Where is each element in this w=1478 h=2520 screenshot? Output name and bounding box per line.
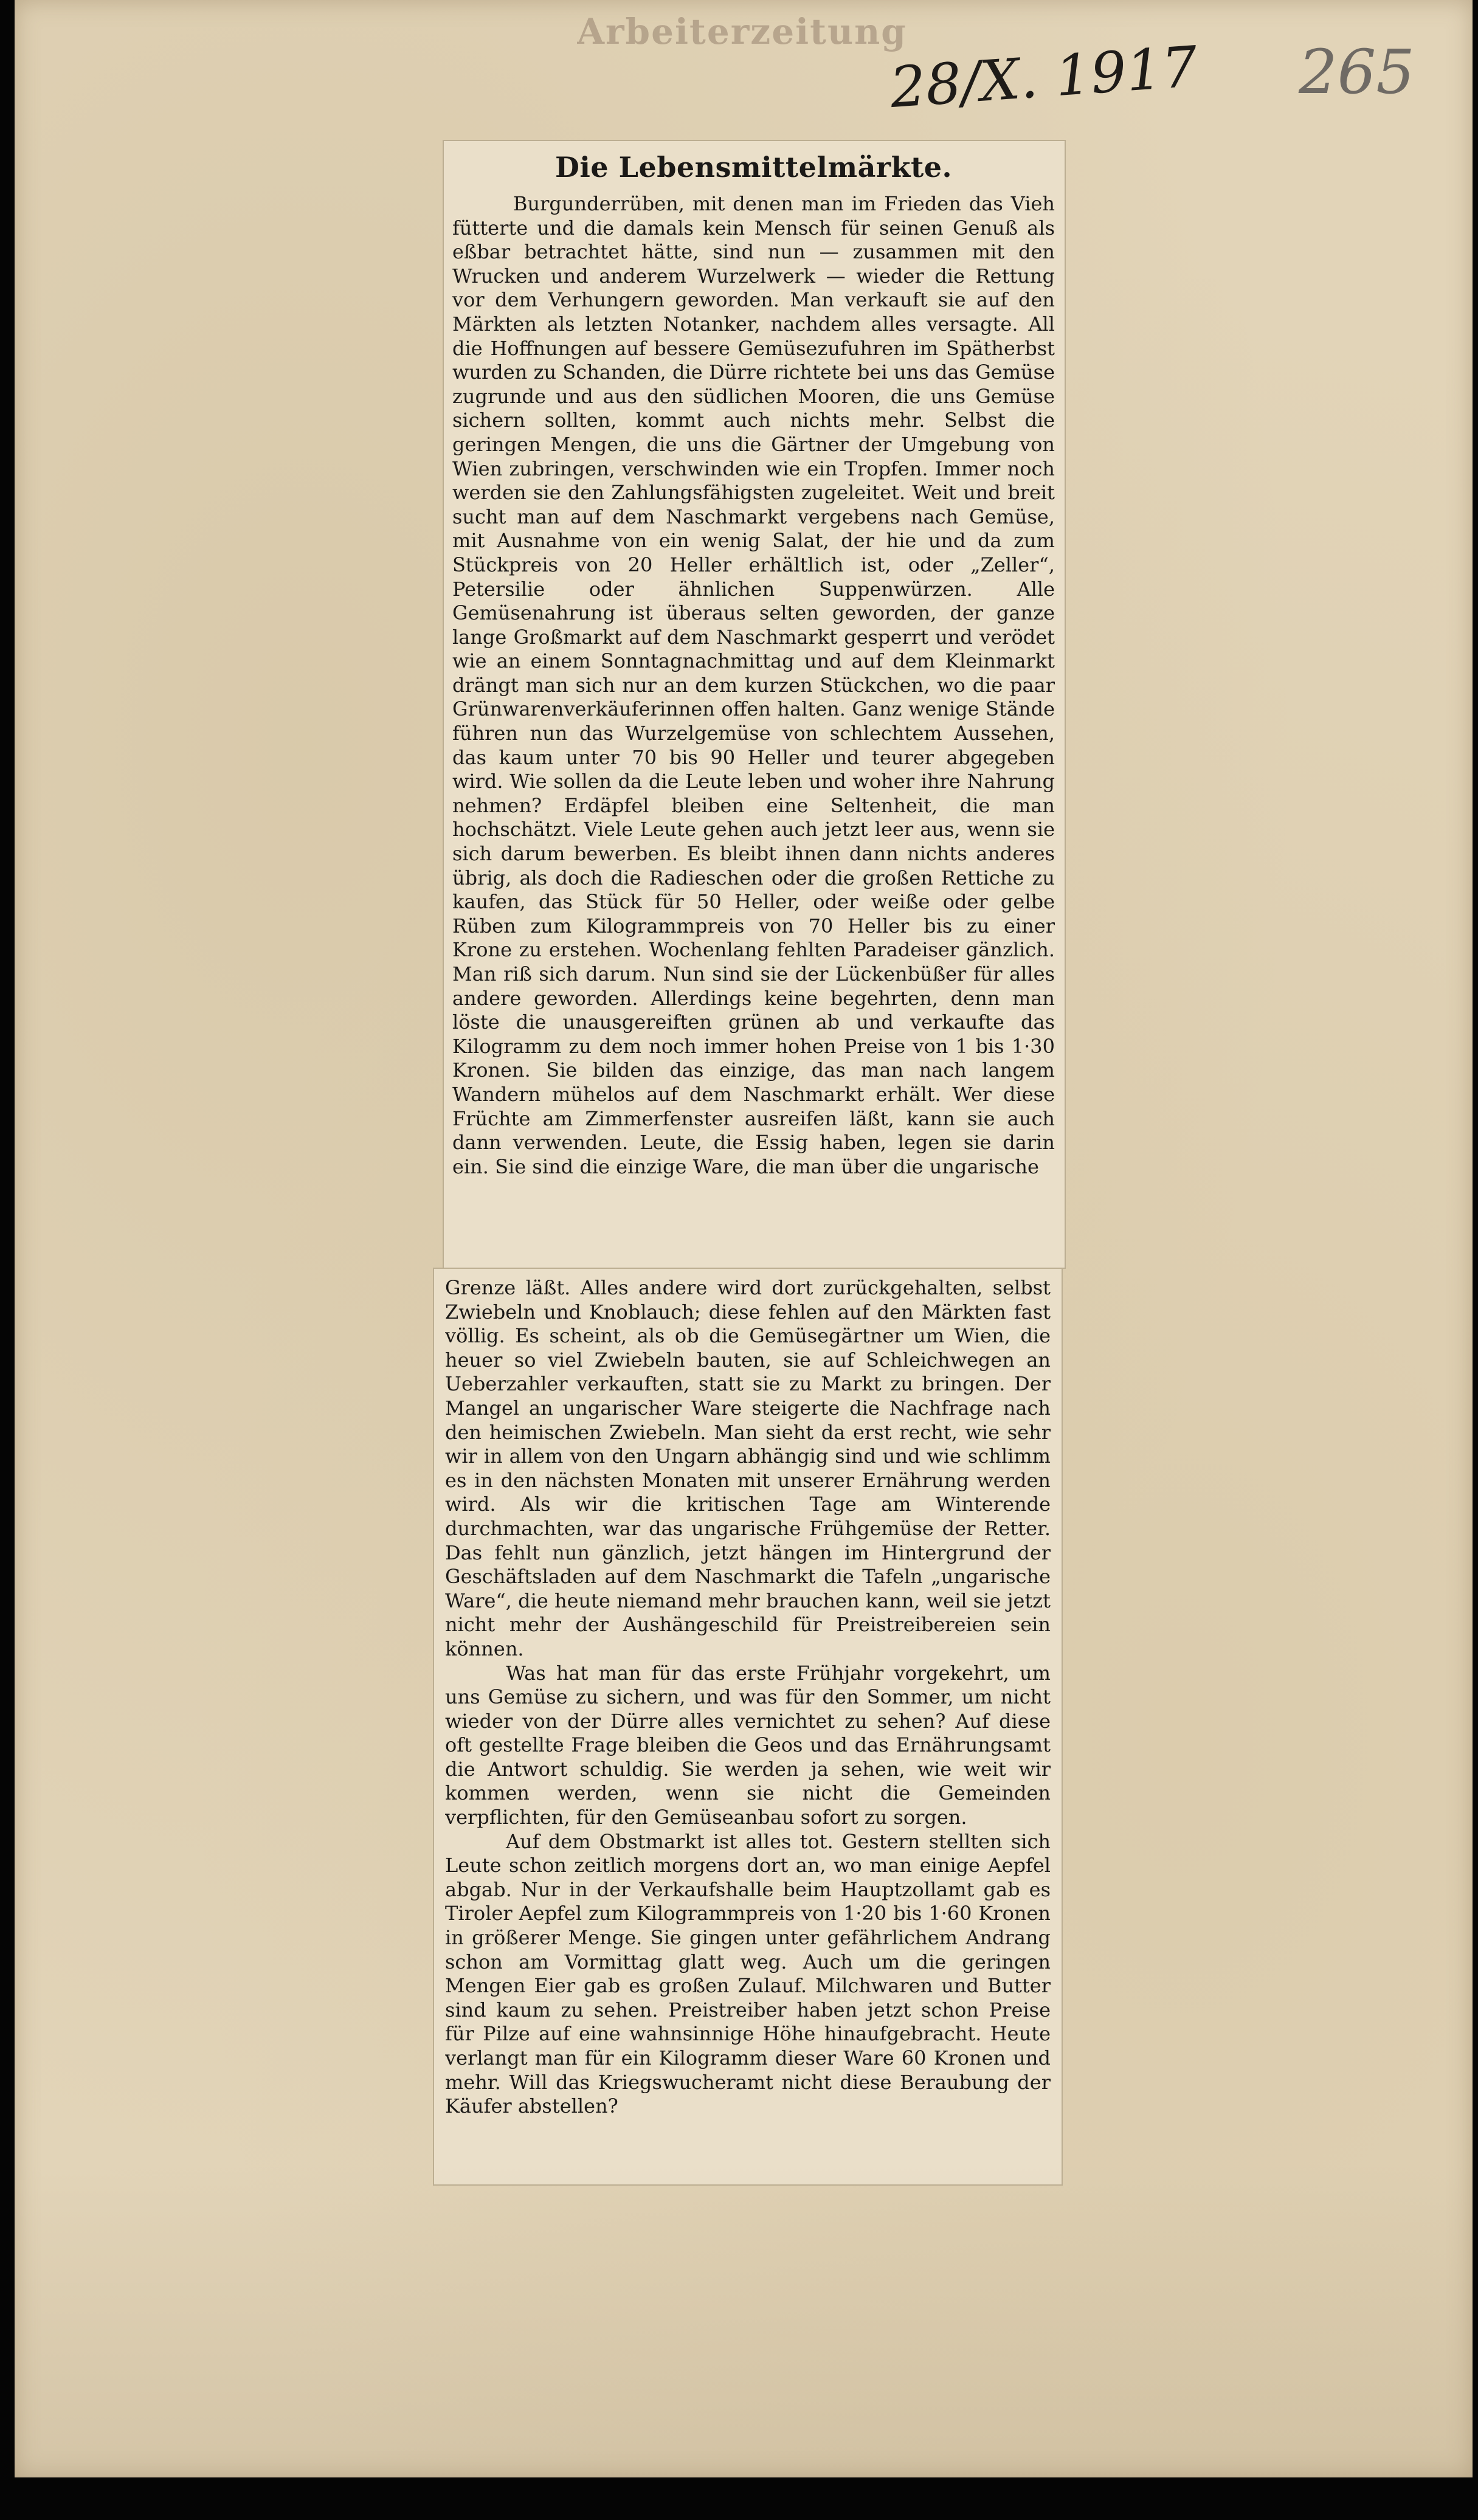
paragraph: Was hat man für das erste Frühjahr vorgekehrt, um uns Gemüse zu sichern, und was für den Sommer, um nicht wieder von der Dürre alles vernichtet zu sehen? Auf diese oft gestellte Frage bleiben die Geos und das Ernährungsamt die Antwort schuldig. Sie werden ja sehen, wie weit wir kommen werden, wenn sie nicht die Gemeinden verpflichten, für den Gemüseanbau sofort zu sorgen. (445, 1661, 1051, 1829)
page-number: 265 (1299, 36, 1415, 108)
paper-shading (15, 2164, 1473, 2477)
clipping-lower (433, 1268, 1063, 2186)
paragraph: Auf dem Obstmarkt ist alles tot. Gestern stellten sich Leute schon zeitlich morgens dort an, wo man einige Aepfel abgab. Nur in der Verkaufshalle beim Hauptzollamt gab es Tiroler Aepfel zum Kilogrammpreis von 1·20 bis 1·60 Kronen in größerer Menge. Sie gingen unter gefährlichem Andrang schon am Vormittag glatt weg. Auch um die geringen Mengen Eier gab es großen Zulauf. Milchwaren und Butter sind kaum zu sehen. Preistreiber haben jetzt schon Preise für Pilze auf eine wahnsinnige Höhe hinaufgebracht. Heute verlangt man für ein Kilogramm dieser Ware 60 Kronen und mehr. Will das Kriegswucheramt nicht diese Beraubung der Käufer abstellen? (445, 1829, 1051, 2118)
newspaper-stamp: Arbeiterzeitung (577, 11, 907, 52)
paragraph: Grenze läßt. Alles andere wird dort zurückgehalten, selbst Zwiebeln und Knoblauch; diese fehlen auf den Märkten fast völlig. Es scheint, als ob die Gemüsegärtner um Wien, die heuer so viel Zwiebeln bauten, sie auf Schleichwegen an Ueberzahler verkauften, statt sie zu Markt zu bringen. Der Mangel an ungarischer Ware steigerte die Nachfrage nach den heimischen Zwiebeln. Man sieht da erst recht, wie sehr wir in allem von den Ungarn abhängig sind und wie schlimm es in den nächsten Monaten mit unserer Ernährung werden wird. Als wir die kritischen Tage am Winterende durchmachten, war das ungarische Frühgemüse der Retter. Das fehlt nun gänzlich, jetzt hängen im Hintergrund der Geschäftsladen auf dem Naschmarkt die Tafeln „ungarische Ware“, die heute niemand mehr brauchen kann, weil sie jetzt nicht mehr der Aushängeschild für Preistreibereien sein können. (445, 1276, 1051, 1660)
clipping-upper (443, 140, 1066, 1269)
paragraph: Burgunderrüben, mit denen man im Frieden das Vieh fütterte und die damals kein Mensch für seinen Genuß als eßbar betrachtet hätte, sind nun — zusammen mit den Wrucken und anderem Wurzelwerk — wieder die Rettung vor dem Verhungern geworden. Man verkauft sie auf den Märkten als letzten Notanker, nachdem alles versagte. All die Hoffnungen auf bessere Gemüsezufuhren im Spätherbst wurden zu Schanden, die Dürre richtete bei uns das Gemüse zugrunde und aus den südlichen Mooren, die uns Gemüse sichern sollten, kommt auch nichts mehr. Selbst die geringen Mengen, die uns die Gärtner der Umgebung von Wien zubringen, verschwinden wie ein Tropfen. Immer noch werden sie den Zahlungsfähigsten zugeleitet. Weit und breit sucht man auf dem Naschmarkt vergebens nach Gemüse, mit Ausnahme von ein wenig Salat, der hie und da zum Stückpreis von 20 Heller erhältlich ist, oder „Zeller“, Petersilie oder ähnlichen Suppenwürzen. Alle Gemüsenahrung ist überaus selten geworden, der ganze lange Großmarkt auf dem Naschmarkt gesperrt und verödet wie an einem Sonntagnachmittag und auf dem Kleinmarkt drängt man sich nur an dem kurzen Stückchen, wo die paar Grünwarenverkäuferinnen offen halten. Ganz wenige Stände führen nun das Wurzelgemüse von schlechtem Aussehen, das kaum unter 70 bis 90 Heller und teurer abgegeben wird. Wie sollen da die Leute leben und woher ihre Nahrung nehmen? Erdäpfel bleiben eine Seltenheit, die man hochschätzt. Viele Leute gehen auch jetzt leer aus, wenn sie sich darum bewerben. Es bleibt ihnen dann nichts anderes übrig, als doch die Radieschen oder die großen Rettiche zu kaufen, das Stück für 50 Heller, oder weiße oder gelbe Rüben zum Kilogrammpreis von 70 Heller bis zu einer Krone zu erstehen. Wochenlang fehlten Paradeiser gänzlich. Man riß sich darum. Nun sind sie der Lückenbüßer für alles andere geworden. Allerdings keine begehrten, denn man löste die unausgereiften grünen ab und verkaufte das Kilogramm zu dem noch immer hohen Preise von 1 bis 1·30 Kronen. Sie bilden das einzige, das man nach langem Wandern mühelos auf dem Naschmarkt erhält. Wer diese Früchte am Zimmerfenster ausreifen läßt, kann sie auch dann verwenden. Leute, die Essig haben, legen sie darin ein. Sie sind die einzige Ware, die man über die ungarische (452, 192, 1055, 1178)
handwritten-date: 28/X. 1917 (888, 34, 1200, 121)
article-headline: Die Lebensmittelmärkte. (554, 151, 953, 184)
article-column-one (452, 192, 1055, 1262)
article-column-two (445, 1276, 1051, 2176)
